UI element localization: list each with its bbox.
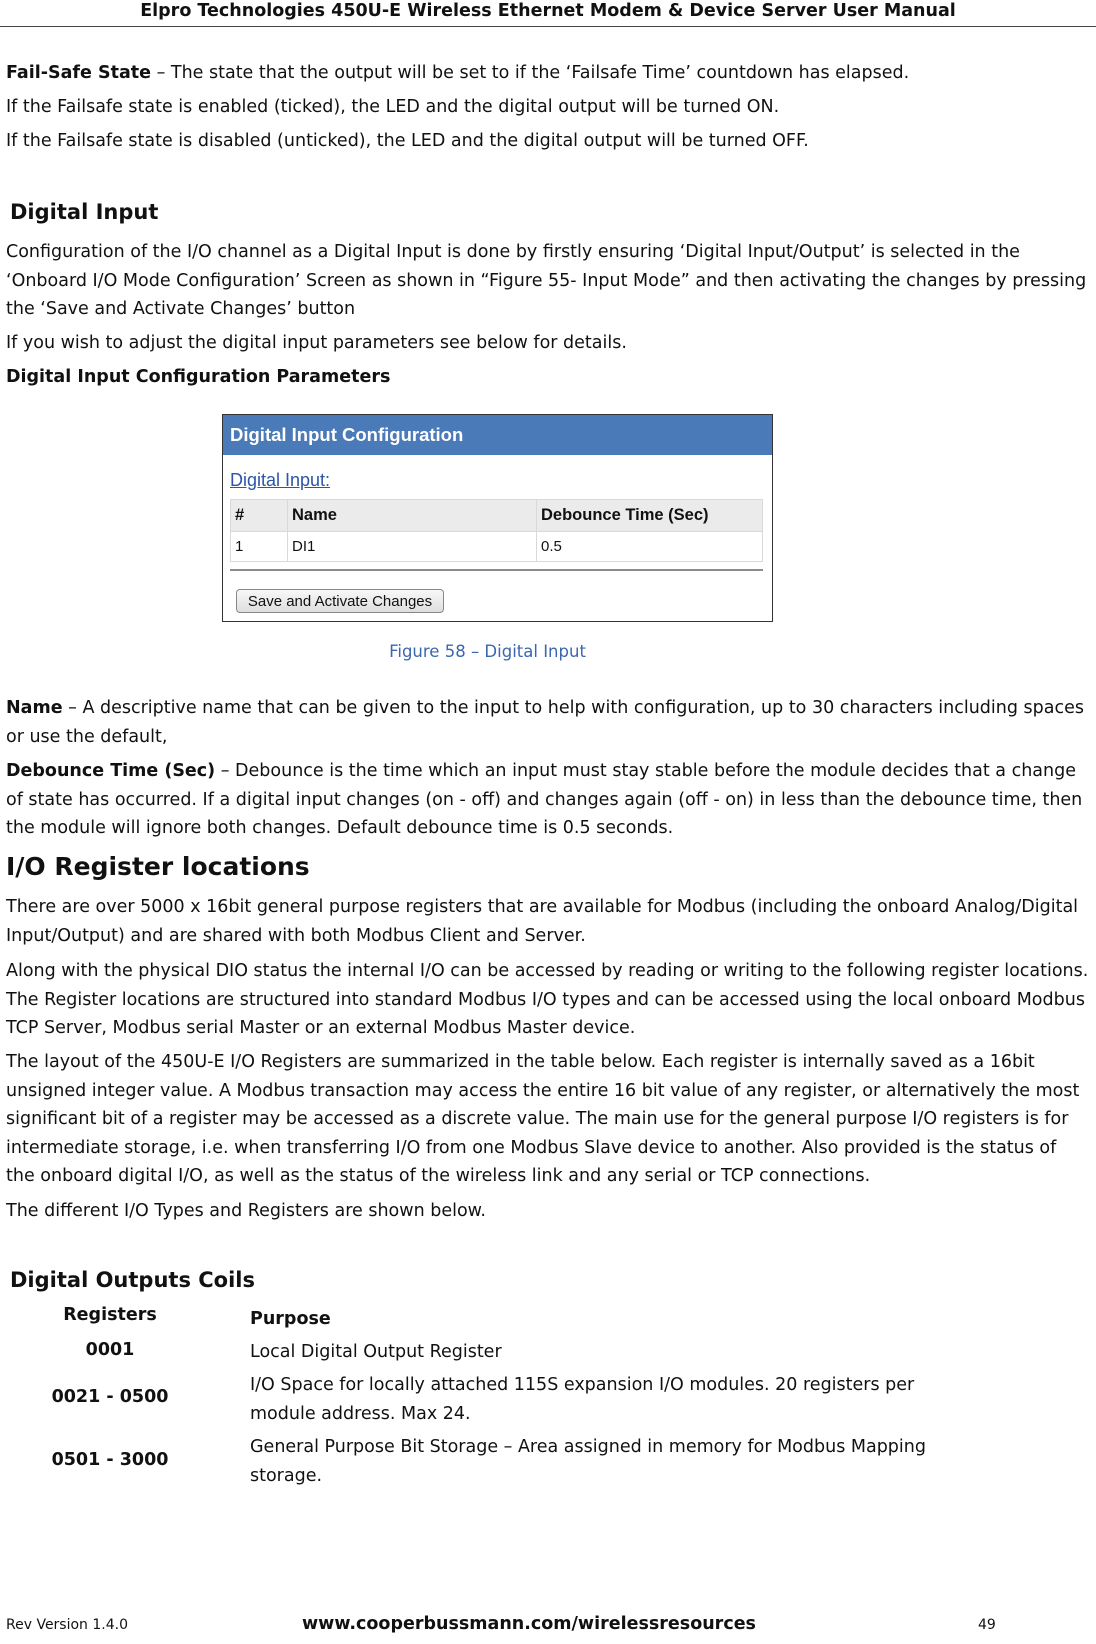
figure-caption: Figure 58 – Digital Input (389, 642, 586, 661)
name-param-definition: – A descriptive name that can be given to the input to help with configuration, up to 30 characters including spaces or use the default, (6, 698, 1084, 747)
footer-url[interactable]: www.cooperbussmann.com/wirelessresources (302, 1614, 756, 1634)
coils-col-purpose: Purpose (250, 1309, 331, 1329)
coil-register-0: 0001 (85, 1340, 135, 1360)
row-name-input[interactable]: DI1 (288, 532, 537, 562)
digital-input-config-text: Configuration of the I/O channel as a Digital Input is done by firstly ensuring ‘Digital Input/Output’ is selected in the ‘Onboard I/O Mode Configuration’ Screen as shown in “Figure 55- Input Mode” and then activating the changes by pressing the ‘Save and Activate Changes’ button (6, 242, 1087, 319)
io-register-p1: There are over 5000 x 16bit general purpose registers that are available for Modbus (including the onboard Analog/Digital Input/Output) and are shared with both Modbus Client and Server. (6, 897, 1079, 946)
failsafe-term: Fail-Safe State (6, 63, 151, 83)
failsafe-paragraph (6, 59, 909, 87)
panel-title: Digital Input Configuration (223, 415, 772, 455)
footer-page-number: 49 (978, 1617, 996, 1633)
coil-purpose-0: Local Digital Output Register (250, 1342, 502, 1362)
digital-input-link[interactable]: Digital Input: (230, 470, 331, 490)
debounce-param-definition: – Debounce is the time which an input must stay stable before the module decides that a change of state has occurred. If a digital input changes (on - off) and changes again (off - on) in less than the debounce time, then the module will ignore both changes. Default debounce time is 0.5 seconds. (6, 761, 1083, 838)
header-divider (0, 26, 1096, 27)
failsafe-off-text: If the Failsafe state is disabled (unticked), the LED and the digital output will be turned OFF. (6, 131, 809, 151)
row-number: 1 (231, 532, 288, 562)
footer-version: Rev Version 1.4.0 (6, 1617, 129, 1633)
row-debounce-input[interactable]: 0.5 (537, 532, 763, 562)
coil-register-2: 0501 - 3000 (51, 1450, 169, 1470)
digital-input-params-heading: Digital Input Configuration Parameters (6, 367, 391, 387)
digital-input-heading: Digital Input (10, 200, 159, 224)
name-param-term: Name (6, 698, 63, 718)
col-name: Name (288, 500, 537, 532)
table-row (231, 532, 763, 562)
failsafe-definition: – The state that the output will be set to if the ‘Failsafe Time’ countdown has elapsed. (151, 63, 910, 83)
coils-table (0, 1305, 1096, 1495)
coil-register-1: 0021 - 0500 (51, 1387, 169, 1407)
io-register-p4: The different I/O Types and Registers are shown below. (6, 1201, 486, 1221)
coil-purpose-1: I/O Space for locally attached 115S expansion I/O modules. 20 registers per module address. Max 24. (250, 1375, 915, 1424)
io-register-heading: I/O Register locations (6, 852, 310, 881)
io-register-p3: The layout of the 450U-E I/O Registers are summarized in the table below. Each register is internally saved as a 16bit unsigned integer value. A Modbus transaction may access the entire 16 bit value of any register, or alternatively the most significant bit of a register may be accessed as a discrete value. The main use for the general purpose I/O registers is for intermediate storage, i.e. when transferring I/O from one Modbus Slave device to another. Also provided is the status of the onboard digital I/O, as well as the status of the wireless link and any serial or TCP connections. (6, 1052, 1080, 1186)
save-activate-button[interactable]: Save and Activate Changes (236, 589, 444, 613)
io-register-p2: Along with the physical DIO status the internal I/O can be accessed by reading or writing to the following register locations. The Register locations are structured into standard Modbus I/O types and can be accessed using the local onboard Modbus TCP Server, Modbus serial Master or an external Modbus Master device. (6, 961, 1089, 1038)
digital-input-config-screenshot (222, 414, 773, 622)
name-param-paragraph (6, 694, 1090, 751)
digital-input-table (230, 499, 763, 562)
digital-input-adjust-text: If you wish to adjust the digital input parameters see below for details. (6, 333, 627, 353)
coil-purpose-2: General Purpose Bit Storage – Area assigned in memory for Modbus Mapping storage. (250, 1437, 926, 1486)
table-header-row (231, 500, 763, 532)
debounce-param-paragraph (6, 757, 1090, 843)
debounce-param-term: Debounce Time (Sec) (6, 761, 216, 781)
col-number: # (231, 500, 288, 532)
coils-col-registers: Registers (63, 1305, 157, 1325)
failsafe-on-text: If the Failsafe state is enabled (ticked), the LED and the digital output will be turned ON. (6, 97, 780, 117)
coils-heading: Digital Outputs Coils (10, 1268, 255, 1292)
col-debounce: Debounce Time (Sec) (537, 500, 763, 532)
page-header-title: Elpro Technologies 450U-E Wireless Ethernet Modem & Device Server User Manual (140, 1, 956, 21)
panel-divider (230, 569, 763, 571)
